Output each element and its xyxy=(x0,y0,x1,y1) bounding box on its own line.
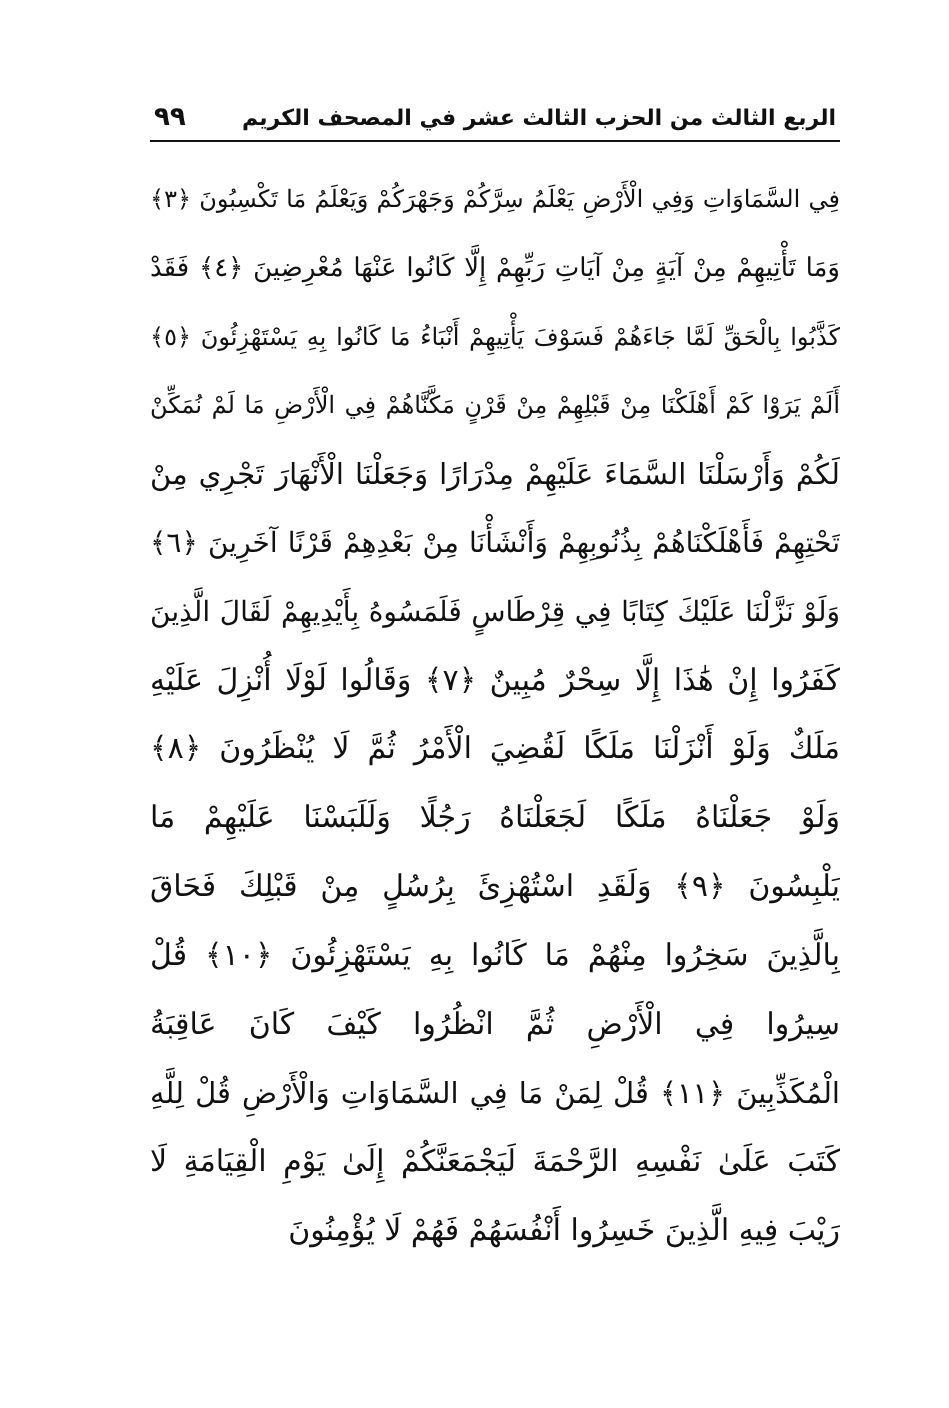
text-line: كَفَرُوا إِنْ هَٰذَا إِلَّا سِحْرٌ مُبِينٌ ﴿٧﴾ وَقَالُوا لَوْلَا أُنْزِلَ عَلَيْهِ xyxy=(150,662,840,698)
text-line: بِالَّذِينَ سَخِرُوا مِنْهُمْ مَا كَانُوا بِهِ يَسْتَهْزِئُونَ ﴿١٠﴾ قُلْ xyxy=(150,937,840,973)
text-line: مَلَكٌ وَلَوْ أَنْزَلْنَا مَلَكًا لَقُضِيَ الْأَمْرُ ثُمَّ لَا يُنْظَرُونَ ﴿٨﴾ xyxy=(150,731,840,767)
quran-text-block xyxy=(150,165,840,1266)
text-line: لَكُمْ وَأَرْسَلْنَا السَّمَاءَ عَلَيْهِمْ مِدْرَارًا وَجَعَلْنَا الْأَنْهَارَ تَجْرِي مِنْ xyxy=(150,457,840,492)
page-number: ٩٩ xyxy=(154,102,186,132)
text-line: كَتَبَ عَلَىٰ نَفْسِهِ الرَّحْمَةَ لَيَجْمَعَنَّكُمْ إِلَىٰ يَوْمِ الْقِيَامَةِ لَا xyxy=(150,1144,840,1180)
text-line: رَيْبَ فِيهِ الَّذِينَ خَسِرُوا أَنْفُسَهُمْ فَهُمْ لَا يُؤْمِنُونَ xyxy=(288,1212,840,1248)
text-line: سِيرُوا فِي الْأَرْضِ ثُمَّ انْظُرُوا كَيْفَ كَانَ عَاقِبَةُ xyxy=(150,1006,840,1042)
text-line: الْمُكَذِّبِينَ ﴿١١﴾ قُلْ لِمَنْ مَا فِي السَّمَاوَاتِ وَالْأَرْضِ قُلْ لِلَّهِ xyxy=(150,1076,840,1111)
text-line: فِي السَّمَاوَاتِ وَفِي الْأَرْضِ يَعْلَمُ سِرَّكُمْ وَجَهْرَكُمْ وَيَعْلَمُ مَا تَكْسِبُونَ ﴿٣﴾ xyxy=(150,185,840,213)
text-line: أَلَمْ يَرَوْا كَمْ أَهْلَكْنَا مِنْ قَبْلِهِمْ مِنْ قَرْنٍ مَكَّنَّاهُمْ فِي الْأَرْضِ مَا لَمْ نُمَكِّنْ xyxy=(150,391,840,420)
text-line: يَلْبِسُونَ ﴿٩﴾ وَلَقَدِ اسْتُهْزِئَ بِرُسُلٍ مِنْ قَبْلِكَ فَحَاقَ xyxy=(150,868,840,904)
text-line: وَلَوْ جَعَلْنَاهُ مَلَكًا لَجَعَلْنَاهُ رَجُلًا وَلَلَبَسْنَا عَلَيْهِمْ مَا xyxy=(150,800,840,836)
page-header xyxy=(150,100,840,142)
text-line: وَمَا تَأْتِيهِمْ مِنْ آيَةٍ مِنْ آيَاتِ رَبِّهِمْ إِلَّا كَانُوا عَنْهَا مُعْرِضِينَ ﴿٤﴾ فَقَدْ xyxy=(150,252,840,283)
text-line: تَحْتِهِمْ فَأَهْلَكْنَاهُمْ بِذُنُوبِهِمْ وَأَنْشَأْنَا مِنْ بَعْدِهِمْ قَرْنًا آخَرِينَ ﴿٦﴾ xyxy=(150,525,840,559)
text-line: كَذَّبُوا بِالْحَقِّ لَمَّا جَاءَهُمْ فَسَوْفَ يَأْتِيهِمْ أَنْبَاءُ مَا كَانُوا بِهِ يَسْتَهْزِئُونَ ﴿٥﴾ xyxy=(150,322,840,351)
header-title: الربع الثالث من الحزب الثالث عشر في المصحف الكريم xyxy=(242,106,836,131)
text-line: وَلَوْ نَزَّلْنَا عَلَيْكَ كِتَابًا فِي قِرْطَاسٍ فَلَمَسُوهُ بِأَيْدِيهِمْ لَقَالَ الَّذِينَ xyxy=(150,594,840,628)
